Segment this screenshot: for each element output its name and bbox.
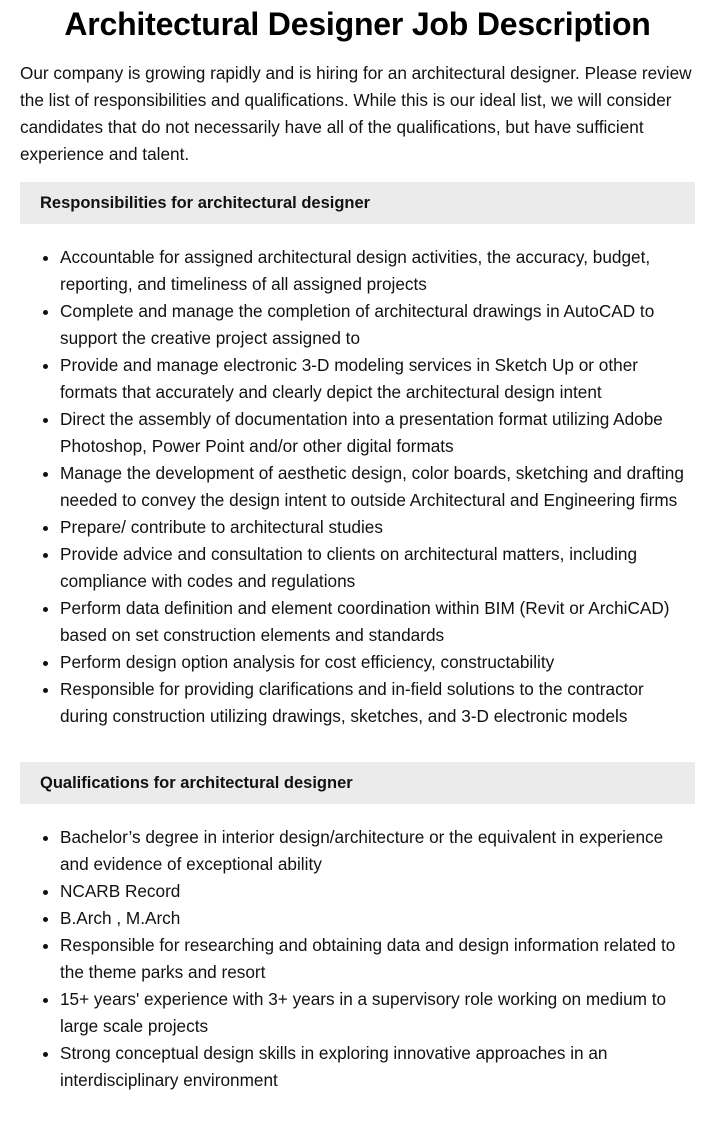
section-spacer xyxy=(20,730,695,748)
bullet-icon xyxy=(43,661,48,666)
bullet-icon xyxy=(43,472,48,477)
list-item: Complete and manage the completion of architectural drawings in AutoCAD to support the creative project assigned to xyxy=(60,298,695,352)
list-item: NCARB Record xyxy=(60,878,695,905)
list-item: B.Arch , M.Arch xyxy=(60,905,695,932)
bullet-icon xyxy=(43,310,48,315)
qualifications-list xyxy=(20,824,695,1094)
intro-paragraph: Our company is growing rapidly and is hiring for an architectural designer. Please review the list of responsibilities and qualifications. While this is our ideal list, we will consider candidates that do not necessarily have all of the qualifications, but have sufficient experience and talent. xyxy=(20,63,692,164)
bullet-icon xyxy=(43,688,48,693)
bullet-icon xyxy=(43,364,48,369)
bullet-icon xyxy=(43,836,48,841)
bullet-icon xyxy=(43,944,48,949)
list-item: Prepare/ contribute to architectural studies xyxy=(60,514,695,541)
list-item: 15+ years' experience with 3+ years in a supervisory role working on medium to large scale projects xyxy=(60,986,695,1040)
list-item: Provide advice and consultation to clients on architectural matters, including compliance with codes and regulations xyxy=(60,541,695,595)
list-item: Direct the assembly of documentation into a presentation format utilizing Adobe Photoshop, Power Point and/or other digital formats xyxy=(60,406,695,460)
list-item: Bachelor’s degree in interior design/architecture or the equivalent in experience and evidence of exceptional ability xyxy=(60,824,695,878)
bullet-icon xyxy=(43,418,48,423)
list-item: Perform data definition and element coordination within BIM (Revit or ArchiCAD) based on set construction elements and standards xyxy=(60,595,695,649)
bullet-icon xyxy=(43,917,48,922)
list-item: Accountable for assigned architectural design activities, the accuracy, budget, reporting, and timeliness of all assigned projects xyxy=(60,244,695,298)
bullet-icon xyxy=(43,256,48,261)
qualifications-heading: Qualifications for architectural designer xyxy=(20,762,695,804)
bullet-icon xyxy=(43,1052,48,1057)
list-item: Responsible for providing clarifications and in-field solutions to the contractor during construction utilizing drawings, sketches, and 3-D electronic models xyxy=(60,676,695,730)
responsibilities-list xyxy=(20,244,695,730)
list-item: Responsible for researching and obtaining data and design information related to the theme parks and resort xyxy=(60,932,695,986)
list-item: Manage the development of aesthetic design, color boards, sketching and drafting needed to convey the design intent to outside Architectural and Engineering firms xyxy=(60,460,695,514)
list-item: Perform design option analysis for cost efficiency, constructability xyxy=(60,649,695,676)
bullet-icon xyxy=(43,607,48,612)
responsibilities-heading: Responsibilities for architectural designer xyxy=(20,182,695,224)
bullet-icon xyxy=(43,890,48,895)
list-item: Provide and manage electronic 3-D modeling services in Sketch Up or other formats that accurately and clearly depict the architectural design intent xyxy=(60,352,695,406)
list-item: Strong conceptual design skills in exploring innovative approaches in an interdisciplinary environment xyxy=(60,1040,695,1094)
bullet-icon xyxy=(43,553,48,558)
bullet-icon xyxy=(43,998,48,1003)
bullet-icon xyxy=(43,526,48,531)
page-title: Architectural Designer Job Description xyxy=(64,6,651,42)
